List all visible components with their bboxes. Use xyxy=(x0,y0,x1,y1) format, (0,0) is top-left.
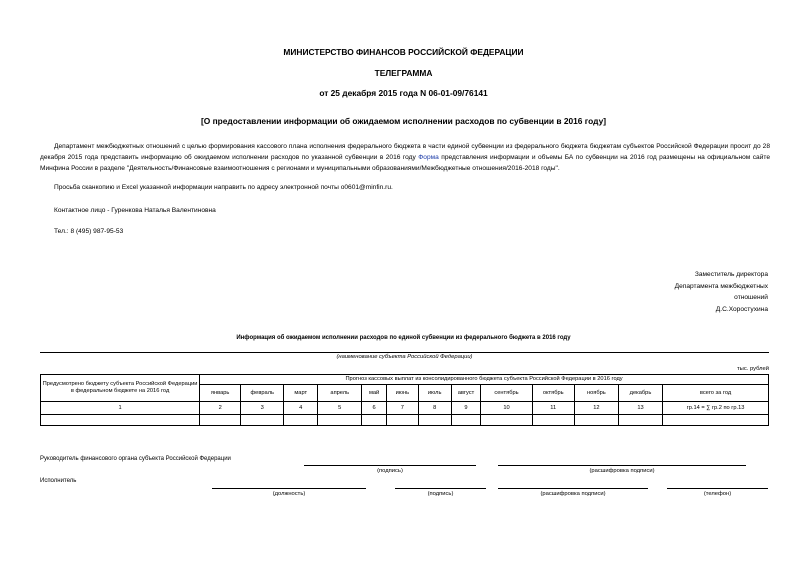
document-date-number: от 25 декабря 2015 года N 06-01-09/76141 xyxy=(319,88,488,98)
units-label: тыс. рублей xyxy=(737,366,769,372)
executor-label: Исполнитель xyxy=(40,478,77,484)
year-total-header: всего за год xyxy=(663,385,769,402)
executor-signature-line xyxy=(395,488,486,489)
column-number: 3 xyxy=(241,402,284,415)
month-june: июнь xyxy=(386,385,418,402)
table-cell[interactable] xyxy=(241,415,284,426)
table-cell[interactable] xyxy=(451,415,481,426)
table-cell[interactable] xyxy=(318,415,362,426)
month-september: сентябрь xyxy=(481,385,532,402)
column-number: 13 xyxy=(618,402,662,415)
signature-position-3: отношений xyxy=(734,294,768,301)
subject-name-line xyxy=(40,352,769,353)
executor-decoding-line xyxy=(498,488,648,489)
column-number: 11 xyxy=(532,402,574,415)
head-decoding-caption: (расшифровка подписи) xyxy=(589,468,655,474)
contact-phone: Тел.: 8 (495) 987-95-53 xyxy=(54,228,124,235)
head-decoding-line xyxy=(498,465,746,466)
document-type: ТЕЛЕГРАММА xyxy=(374,68,433,78)
month-march: март xyxy=(284,385,318,402)
month-october: октябрь xyxy=(532,385,574,402)
month-december: декабрь xyxy=(618,385,662,402)
column-number: 4 xyxy=(284,402,318,415)
table-cell[interactable] xyxy=(200,415,241,426)
table-cell[interactable] xyxy=(532,415,574,426)
form-link[interactable]: Форма xyxy=(418,154,439,161)
table-cell[interactable] xyxy=(362,415,387,426)
executor-phone-line xyxy=(667,488,768,489)
table-cell[interactable] xyxy=(481,415,532,426)
month-january: январь xyxy=(200,385,241,402)
contact-person: Контактное лицо - Гуренкова Наталья Валентиновна xyxy=(54,207,216,214)
column-number: 5 xyxy=(318,402,362,415)
month-april: апрель xyxy=(318,385,362,402)
column-number: 1 xyxy=(41,402,200,415)
head-signature-caption: (подпись) xyxy=(377,468,403,474)
document-subject: [О предоставлении информации об ожидаемом исполнении расходов по субвенции в 2016 году] xyxy=(200,116,607,126)
body-paragraph-1 xyxy=(40,141,770,174)
executor-decoding-caption: (расшифровка подписи) xyxy=(540,491,606,497)
body-paragraph-2: Просьба сканкопию и Excel указанной информации направить по адресу электронной почты o0601@minfin.ru. xyxy=(54,184,393,191)
table-cell[interactable] xyxy=(574,415,618,426)
column-number: 12 xyxy=(574,402,618,415)
table-cell[interactable] xyxy=(284,415,318,426)
paragraph-1-text-start: Департамент межбюджетных отношений с целью формирования кассового плана исполнения федерального бюджета в части единой субвенции из федерального бюджета бюджетам субъектов Российской Федерации просит до 28 декабря 2015 года представить информацию об ожидаемом исполнении расходов по указанной субвенции в 2016 году xyxy=(40,143,770,161)
head-label: Руководитель финансового органа субъекта Российской Федерации xyxy=(40,456,231,462)
table-row-empty xyxy=(41,415,769,426)
table-cell[interactable] xyxy=(418,415,451,426)
forecast-header: Прогноз кассовых выплат из консолидированного бюджета субъекта Российской Федерации в 2016 году xyxy=(200,375,769,385)
table-cell[interactable] xyxy=(618,415,662,426)
signature-name: Д.С.Хоростухина xyxy=(715,305,768,313)
table-cell[interactable] xyxy=(386,415,418,426)
column-number: 6 xyxy=(362,402,387,415)
col-provided-header: Предусмотрено бюджету субъекта Российской Федерации в федеральном бюджете на 2016 год xyxy=(41,375,200,402)
month-february: февраль xyxy=(241,385,284,402)
form-title: Информация об ожидаемом исполнении расходов по единой субвенции из федерального бюджета в 2016 году xyxy=(236,335,571,341)
column-number: 8 xyxy=(418,402,451,415)
forecast-table xyxy=(40,374,769,426)
column-number: 10 xyxy=(481,402,532,415)
month-may: май xyxy=(362,385,387,402)
column-number-total: гр.14 = ∑ гр.2 по гр.13 xyxy=(663,402,769,415)
month-august: август xyxy=(451,385,481,402)
head-signature-line xyxy=(304,465,476,466)
signature-position-2: Департамента межбюджетных xyxy=(674,282,768,290)
executor-position-caption: (должность) xyxy=(272,491,306,497)
table-cell[interactable] xyxy=(41,415,200,426)
signature-block xyxy=(560,269,768,315)
subject-name-caption: (наименование субъекта Российской Федерации) xyxy=(336,354,473,360)
executor-phone-caption: (телефон) xyxy=(703,491,732,497)
paragraph-1-text-end: представления информации и объемы БА по субвенции на 2016 год размещены на официальном сайте Минфина России в разделе "Деятельность/Финансовые взаимоотношения с регионами и муниципальными образованиями/Межбюджетные отношения/2016-2018 годы". xyxy=(40,154,770,172)
column-number: 9 xyxy=(451,402,481,415)
month-november: ноябрь xyxy=(574,385,618,402)
executor-signature-caption: (подпись) xyxy=(427,491,454,497)
column-number: 7 xyxy=(386,402,418,415)
column-number: 2 xyxy=(200,402,241,415)
table-cell[interactable] xyxy=(663,415,769,426)
ministry-title: МИНИСТЕРСТВО ФИНАНСОВ РОССИЙСКОЙ ФЕДЕРАЦИИ xyxy=(283,47,524,57)
executor-position-line xyxy=(212,488,366,489)
signature-position-1: Заместитель директора xyxy=(694,271,768,278)
month-july: июль xyxy=(418,385,451,402)
